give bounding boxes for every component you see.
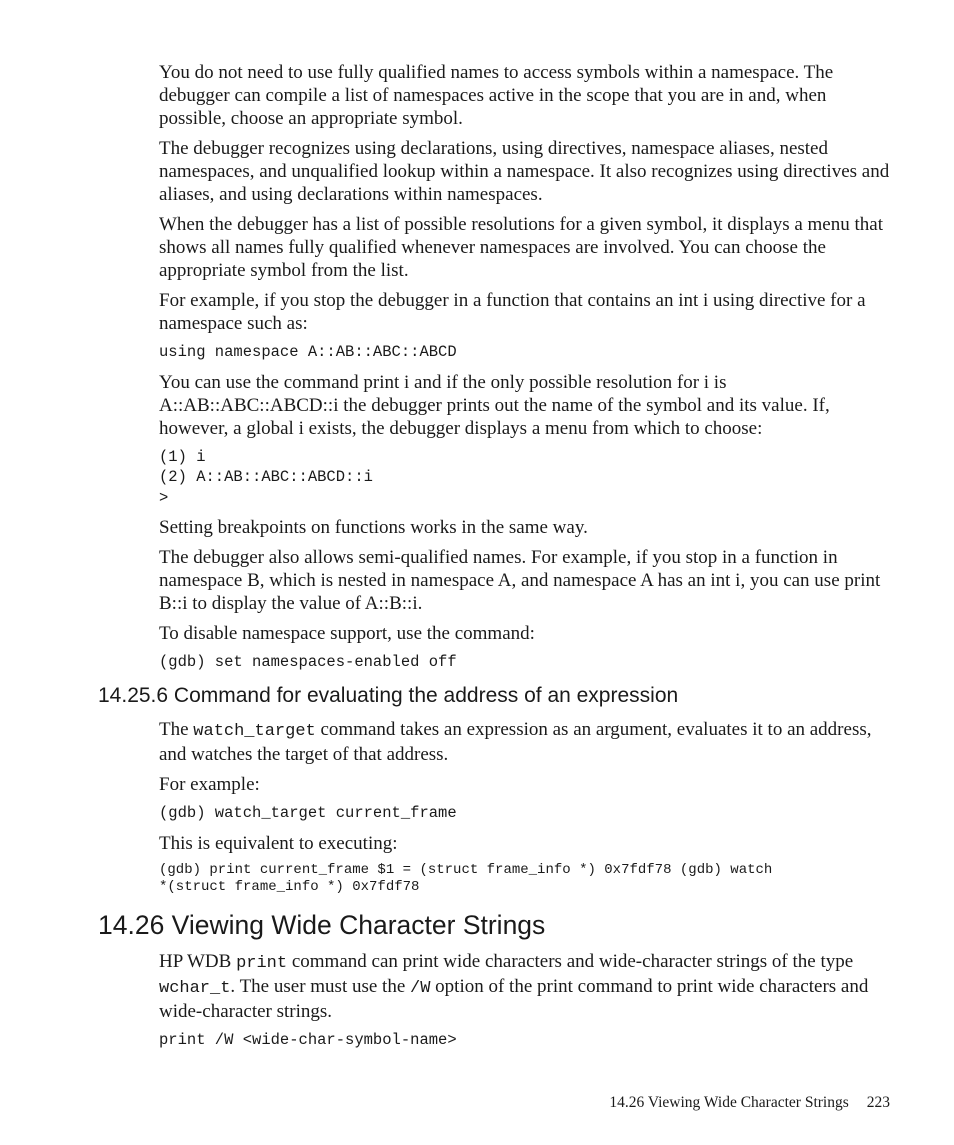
paragraph: When the debugger has a list of possible resolutions for a given symbol, it displays a menu that shows all names fully qualified whenever namespaces are involved. You can choose the appropriate symbol from the list.: [159, 214, 883, 281]
text-run: . The user must use the: [230, 976, 411, 997]
running-title: 14.26 Viewing Wide Character Strings: [609, 1094, 849, 1111]
text-run: The: [159, 719, 194, 740]
code-block: (gdb) watch_target current_frame: [159, 804, 457, 822]
paragraph: To disable namespace support, use the command:: [159, 623, 535, 644]
inline-code: wchar_t: [159, 979, 231, 998]
text-run: option of the print command to print wide characters and wide-character strings.: [159, 976, 869, 1022]
paragraph: For example, if you stop the debugger in a function that contains an int i using directive for a namespace such as:: [159, 290, 866, 334]
paragraph: The debugger also allows semi-qualified names. For example, if you stop in a function in namespace B, which is nested in namespace A, and namespace A has an int i, you can use print B::i to display the value of A::B::i.: [159, 547, 881, 614]
paragraph: For example:: [159, 774, 260, 795]
inline-code: print: [236, 954, 288, 973]
paragraph: [159, 718, 894, 766]
paragraph: The debugger recognizes using declarations, using directives, namespace aliases, nested namespaces, and unqualified lookup within a namespace. It also recognizes using directives and aliases, and using declarations within namespaces.: [159, 138, 890, 205]
code-block: (gdb) set namespaces-enabled off: [159, 653, 457, 671]
code-block: (1) i (2) A::AB::ABC::ABCD::i >: [159, 447, 373, 507]
page-footer: [609, 1094, 890, 1112]
paragraph: This is equivalent to executing:: [159, 832, 398, 854]
text-run: command takes an expression as an argument, evaluates it to an address, and watches the target of that address.: [159, 719, 872, 765]
section-heading-14-25-6: 14.25.6 Command for evaluating the address of an expression: [98, 684, 679, 707]
code-block: print /W <wide-char-symbol-name>: [159, 1031, 457, 1049]
code-block: using namespace A::AB::ABC::ABCD: [159, 343, 457, 361]
section-heading-14-26: 14.26 Viewing Wide Character Strings: [98, 910, 546, 940]
inline-code: watch_target: [193, 722, 316, 741]
paragraph: [159, 950, 894, 1023]
inline-code: /W: [410, 979, 431, 998]
watch-target-section-body: [159, 718, 894, 904]
text-run: HP WDB: [159, 951, 237, 972]
paragraph: Setting breakpoints on functions works in the same way.: [159, 517, 588, 538]
text-run: command can print wide characters and wide-character strings of the type: [287, 951, 854, 972]
paragraph: You do not need to use fully qualified names to access symbols within a namespace. The debugger can compile a list of namespaces active in the scope that you are in and, when possible, choose an appropriate symbol.: [159, 62, 834, 129]
code-block: (gdb) print current_frame $1 = (struct frame_info *) 0x7fdf78 (gdb) watch *(struct frame_info *) 0x7fdf78: [159, 861, 773, 895]
page-number: 223: [866, 1094, 890, 1111]
namespace-section-body: [159, 61, 894, 681]
paragraph: You can use the command print i and if the only possible resolution for i is A::AB::ABC::ABCD::i the debugger prints out the name of the symbol and its value. If, however, a global i exists, the debugger displays a menu from which to choose:: [159, 371, 830, 439]
wide-char-section-body: [159, 950, 894, 1059]
